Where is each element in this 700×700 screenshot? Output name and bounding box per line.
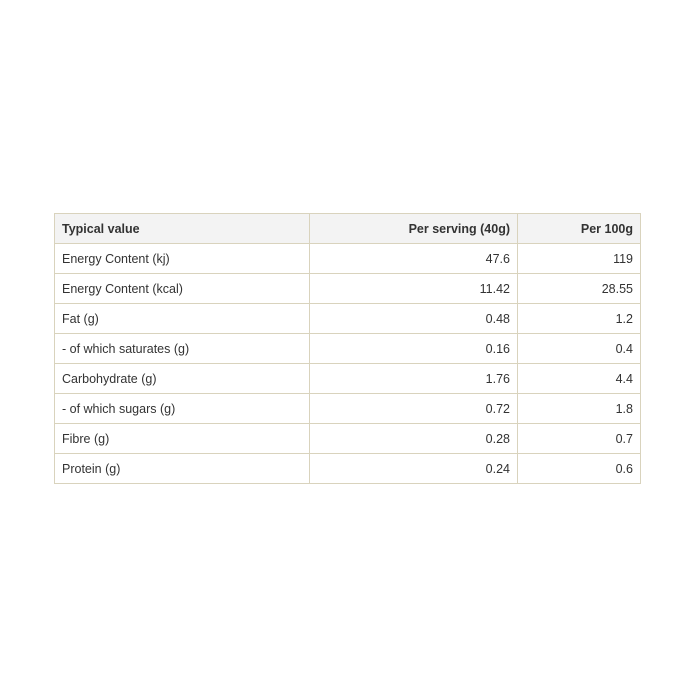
header-per-100g: Per 100g [518, 214, 641, 244]
nutrient-label: Carbohydrate (g) [55, 364, 310, 394]
per-100g-value: 0.7 [518, 424, 641, 454]
per-serving-value: 47.6 [310, 244, 518, 274]
table-body [55, 244, 641, 484]
table-row [55, 274, 641, 304]
per-100g-value: 0.6 [518, 454, 641, 484]
per-100g-value: 28.55 [518, 274, 641, 304]
nutrient-label: Energy Content (kj) [55, 244, 310, 274]
per-100g-value: 1.8 [518, 394, 641, 424]
nutrient-label: Fat (g) [55, 304, 310, 334]
per-100g-value: 4.4 [518, 364, 641, 394]
header-per-serving: Per serving (40g) [310, 214, 518, 244]
per-serving-value: 11.42 [310, 274, 518, 304]
nutrient-label: Protein (g) [55, 454, 310, 484]
per-serving-value: 0.72 [310, 394, 518, 424]
table-row [55, 334, 641, 364]
header-typical-value: Typical value [55, 214, 310, 244]
nutrient-label: - of which saturates (g) [55, 334, 310, 364]
table-row [55, 424, 641, 454]
nutrient-label: Energy Content (kcal) [55, 274, 310, 304]
per-serving-value: 0.16 [310, 334, 518, 364]
per-serving-value: 0.24 [310, 454, 518, 484]
per-100g-value: 119 [518, 244, 641, 274]
per-100g-value: 1.2 [518, 304, 641, 334]
header-row [55, 214, 641, 244]
per-serving-value: 0.28 [310, 424, 518, 454]
nutrition-table [54, 213, 641, 484]
table-row [55, 364, 641, 394]
per-serving-value: 0.48 [310, 304, 518, 334]
nutrient-label: Fibre (g) [55, 424, 310, 454]
per-serving-value: 1.76 [310, 364, 518, 394]
table-header [55, 214, 641, 244]
per-100g-value: 0.4 [518, 334, 641, 364]
table-row [55, 454, 641, 484]
table-row [55, 394, 641, 424]
table-row [55, 244, 641, 274]
table-row [55, 304, 641, 334]
nutrient-label: - of which sugars (g) [55, 394, 310, 424]
